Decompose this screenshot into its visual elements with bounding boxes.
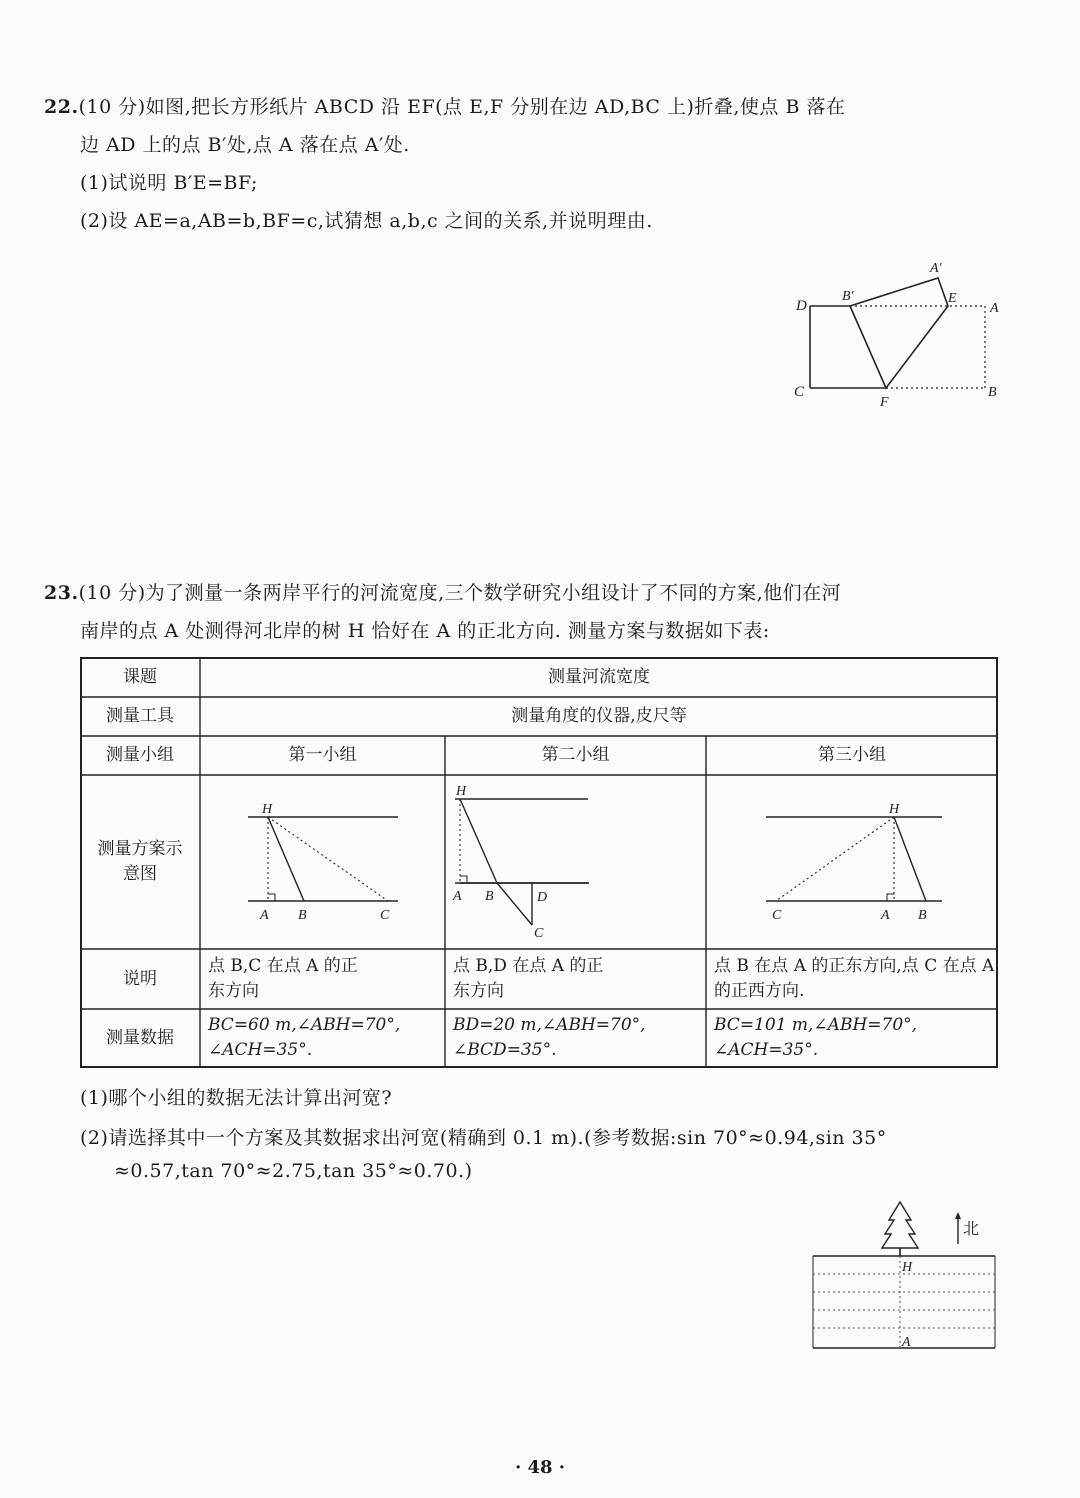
q22-line2: 边 AD 上的点 B′处,点 A 落在点 A′处. [80, 134, 410, 156]
folded-quad [850, 278, 948, 388]
page-number: · 48 · [514, 1457, 566, 1478]
label-B: B [988, 385, 997, 400]
header-topic: 课题 [123, 666, 157, 687]
label-A: A [990, 301, 999, 316]
g2-label-D: D [537, 890, 548, 905]
g1-label-A: A [260, 908, 269, 923]
g3-label-H: H [889, 802, 900, 817]
q23-part2b: ≈0.57,tan 70°≈2.75,tan 35°≈0.70.) [114, 1160, 473, 1182]
header-note: 说明 [123, 968, 157, 989]
q22-line1: 22.(10 分)如图,把长方形纸片 ABCD 沿 EF(点 E,F 分别在边 AD,BC 上)折叠,使点 B 落在 [44, 96, 846, 118]
header-groups: 测量小组 [106, 745, 174, 766]
group-3: 第三小组 [818, 745, 886, 766]
g1-label-C: C [380, 908, 390, 923]
q23-part2a: (2)请选择其中一个方案及其数据求出河宽(精确到 0.1 m).(参考数据:sin 70°≈0.94,sin 35° [80, 1127, 887, 1149]
diagram-group-3 [706, 775, 998, 949]
header-data: 测量数据 [106, 1027, 174, 1048]
q23-line1: 23.(10 分)为了测量一条两岸平行的河流宽度,三个数学研究小组设计了不同的方案,他们在河 [44, 582, 842, 604]
g2-label-B: B [485, 889, 494, 904]
label-F: F [880, 395, 889, 410]
north-label: 北 [963, 1221, 980, 1238]
map-label-A: A [902, 1335, 911, 1350]
measurement-table [80, 657, 998, 1068]
diagram-group-2 [445, 775, 706, 949]
label-Bp: B′ [842, 289, 854, 304]
group-2: 第二小组 [541, 745, 610, 766]
g2-label-A: A [453, 889, 462, 904]
river-map-figure [805, 1196, 1005, 1358]
q22-fold-figure [780, 250, 1020, 420]
q23-number: 23. [44, 582, 79, 604]
g3-label-B: B [918, 908, 927, 923]
topic-value: 测量河流宽度 [548, 666, 650, 687]
g3-label-A: A [881, 908, 890, 923]
header-diagram: 测量方案示意图 [97, 839, 183, 884]
map-label-H: H [902, 1260, 913, 1275]
group-1: 第一小组 [288, 745, 357, 766]
label-C: C [794, 384, 805, 400]
g1-label-H: H [262, 802, 273, 817]
label-E: E [948, 291, 957, 306]
note-group-1: 点 B,C 在点 A 的正东方向 [208, 956, 358, 1001]
note-group-3: 点 B 在点 A 的正东方向,点 C 在点 A 的正西方向. [714, 956, 995, 1001]
q23-part1: (1)哪个小组的数据无法计算出河宽? [80, 1087, 393, 1109]
tools-value: 测量角度的仪器,皮尺等 [511, 706, 687, 727]
q22-number: 22. [44, 96, 79, 118]
q22-part1: (1)试说明 B′E=BF; [80, 172, 258, 194]
g2-label-H: H [456, 784, 467, 799]
q23-line2: 南岸的点 A 处测得河北岸的树 H 恰好在 A 的正北方向. 测量方案与数据如下表: [80, 620, 770, 642]
data-group-1: BC=60 m,∠ABH=70°, ∠ACH=35°. [208, 1015, 401, 1060]
tree-icon [882, 1202, 918, 1256]
g1-label-B: B [298, 908, 307, 923]
data-group-3: BC=101 m,∠ABH=70°, ∠ACH=35°. [714, 1015, 918, 1060]
data-group-2: BD=20 m,∠ABH=70°, ∠BCD=35°. [453, 1015, 646, 1060]
note-group-2: 点 B,D 在点 A 的正东方向 [453, 956, 604, 1001]
label-D: D [796, 298, 807, 314]
g2-label-C: C [534, 926, 544, 941]
header-tools: 测量工具 [106, 706, 174, 727]
g3-label-C: C [772, 908, 782, 923]
q22-part2: (2)设 AE=a,AB=b,BF=c,试猜想 a,b,c 之间的关系,并说明理由. [80, 210, 653, 232]
label-Ap: A′ [930, 261, 942, 276]
diagram-group-1 [200, 775, 445, 949]
